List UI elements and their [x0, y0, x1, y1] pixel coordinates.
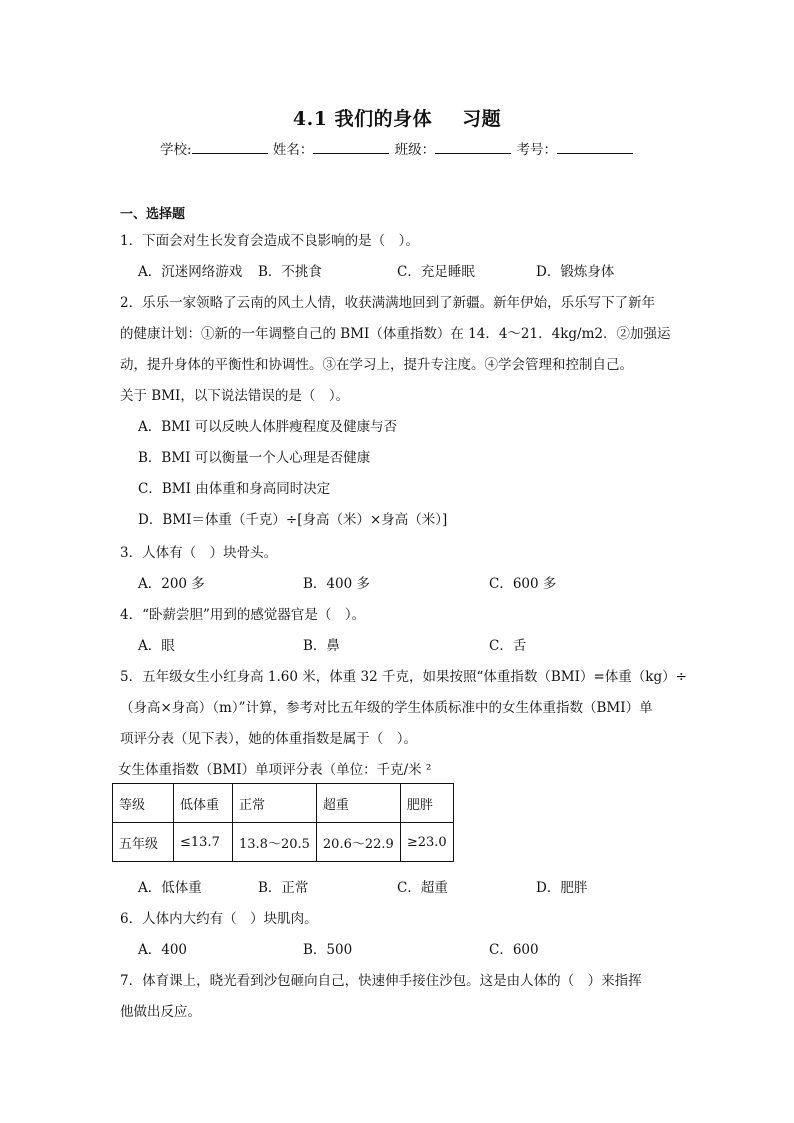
table-row	[113, 823, 454, 862]
title-main: 4.1 我们的身体	[292, 108, 433, 130]
q5-option-d[interactable]: D．肥胖	[536, 880, 588, 896]
class-label: 班级：	[394, 142, 436, 158]
q6-option-c[interactable]: C．600	[489, 942, 539, 958]
q2-option-a[interactable]: A．BMI 可以反映人体胖瘦程度及健康与否	[138, 419, 398, 435]
q1-option-b[interactable]: B．不挑食	[258, 264, 322, 280]
table-header-cell: 正常	[233, 784, 317, 823]
table-header-cell: 等级	[113, 784, 174, 823]
q1-option-d[interactable]: D．锻炼身体	[536, 264, 615, 280]
question-5-line-1: 5．五年级女生小红身高 1.60 米，体重 32 千克，如果按照“体重指数（BMI）=体重（kg）÷	[120, 669, 687, 685]
q5-option-b[interactable]: B．正常	[258, 880, 309, 896]
q4-option-a[interactable]: A．眼	[138, 638, 175, 654]
question-6-stem: 6．人体内大约有（ ）块肌肉。	[120, 911, 318, 927]
q2-option-c[interactable]: C．BMI 由体重和身高同时决定	[138, 481, 331, 497]
q5-option-c[interactable]: C．超重	[397, 880, 448, 896]
q5-option-a[interactable]: A．低体重	[138, 880, 202, 896]
table-cell: 13.8～20.5	[233, 823, 317, 862]
section-heading: 一、选择题	[120, 207, 186, 222]
question-2-line-3: 动，提升身体的平衡性和协调性。③在学习上，提升专注度。④学会管理和控制自己。	[120, 357, 633, 373]
question-2-line-4: 关于 BMI，以下说法错误的是（ ）。	[120, 388, 350, 404]
table-caption: 女生体重指数（BMI）单项评分表（单位：千克/米 ²	[118, 762, 432, 778]
q3-option-b[interactable]: B．400 多	[303, 576, 370, 592]
table-cell: 五年级	[113, 823, 174, 862]
table-header-cell: 肥胖	[400, 784, 453, 823]
q3-option-c[interactable]: C．600 多	[489, 576, 557, 592]
q2-option-b[interactable]: B．BMI 可以衡量一个人心理是否健康	[138, 450, 371, 466]
question-1-stem: 1．下面会对生长发育会造成不良影响的是（ ）。	[120, 233, 419, 249]
q3-option-a[interactable]: A．200 多	[138, 576, 205, 592]
school-label: 学校:	[160, 142, 192, 158]
question-5-line-3: 项评分表（见下表），她的体重指数是属于（ ）。	[120, 731, 417, 747]
q2-option-d[interactable]: D．BMI＝体重（千克）÷[身高（米）×身高（米）]	[138, 512, 448, 528]
class-blank[interactable]	[435, 139, 511, 154]
table-header-cell: 低体重	[174, 784, 233, 823]
table-header-row	[113, 784, 454, 823]
question-2-line-2: 的健康计划：①新的一年调整自己的 BMI（体重指数）在 14．4～21．4kg/m2．②加强运	[120, 326, 671, 342]
table-cell: 20.6～22.9	[316, 823, 400, 862]
question-3-stem: 3．人体有（ ）块骨头。	[120, 545, 278, 561]
question-7-line-2: 他做出反应。	[120, 1004, 201, 1020]
q1-option-c[interactable]: C．充足睡眠	[397, 264, 475, 280]
q4-option-b[interactable]: B．鼻	[303, 638, 340, 654]
question-5-line-2: （身高×身高）（m）”计算，参考对比五年级的学生体质标准中的女生体重指数（BMI）单	[120, 700, 653, 716]
q4-option-c[interactable]: C．舌	[489, 638, 527, 654]
school-blank[interactable]	[192, 139, 268, 154]
bmi-score-table	[112, 783, 454, 862]
table-cell: ≤13.7	[174, 823, 233, 862]
table-cell: ≥23.0	[400, 823, 453, 862]
table-header-cell: 超重	[316, 784, 400, 823]
question-7-line-1: 7．体育课上，晓光看到沙包砸向自己，快速伸手接住沙包。这是由人体的（ ）来指挥	[120, 973, 642, 989]
q6-option-a[interactable]: A．400	[138, 942, 188, 958]
question-4-stem: 4．“卧薪尝胆”用到的感觉器官是（ ）。	[120, 607, 366, 623]
exam-no-blank[interactable]	[557, 139, 633, 154]
q1-option-a[interactable]: A．沉迷网络游戏	[138, 264, 243, 280]
q6-option-b[interactable]: B．500	[303, 942, 353, 958]
name-blank[interactable]	[313, 139, 389, 154]
page-title	[0, 104, 794, 131]
exam-no-label: 考号：	[516, 142, 557, 158]
question-2-line-1: 2．乐乐一家领略了云南的风土人情，收获满满地回到了新疆。新年伊始，乐乐写下了新年	[120, 295, 656, 311]
title-suffix: 习题	[462, 108, 502, 130]
student-info-row	[0, 138, 794, 158]
name-label: 姓名：	[272, 142, 314, 158]
